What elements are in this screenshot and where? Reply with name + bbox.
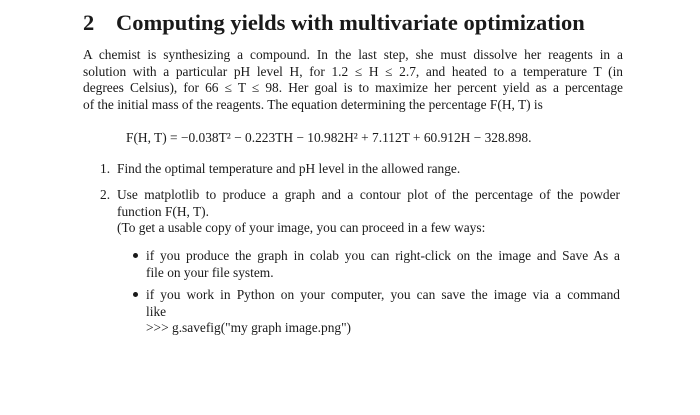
intro-paragraph bbox=[83, 47, 623, 113]
question-line: Use matplotlib to produce a graph and a contour plot of the percentage of the powder bbox=[117, 187, 620, 202]
bullet-icon bbox=[133, 248, 138, 265]
section-heading bbox=[83, 10, 585, 36]
bullet-icon bbox=[133, 287, 138, 304]
bullet-line: if you produce the graph in colab you can right-click on the image and Save As a bbox=[146, 248, 620, 263]
bullet-line: file on your file system. bbox=[146, 264, 274, 280]
intro-line: of the initial mass of the reagents. The equation determining the percentage F(H, T) is bbox=[83, 96, 543, 112]
question-line: (To get a usable copy of your image, you can proceed in a few ways: bbox=[117, 220, 486, 236]
bullet-line: if you work in Python on your computer, you can save the image via a command bbox=[146, 287, 620, 302]
question-line: function F(H, T). bbox=[117, 203, 209, 219]
intro-line: solution with a particular pH level H, for 1.2 ≤ H ≤ 2.7, and heated to a temperature T (in bbox=[83, 63, 623, 79]
section-number: 2 bbox=[83, 10, 95, 35]
bullet-line: >>> g.savefig("my graph image.png") bbox=[146, 320, 352, 336]
section-title: Computing yields with multivariate optimization bbox=[116, 10, 585, 35]
question-line: Find the optimal temperature and pH level in the allowed range. bbox=[117, 161, 461, 176]
question-marker: 2. bbox=[100, 187, 111, 202]
yield-equation: F(H, T) = −0.038T² − 0.223TH − 10.982H² + 7.112T + 60.912H − 328.898. bbox=[126, 130, 532, 145]
question-marker: 1. bbox=[100, 161, 111, 176]
bullet-line: like bbox=[146, 303, 167, 319]
intro-line: A chemist is synthesizing a compound. In the last step, she must dissolve her reagents in a bbox=[83, 47, 623, 62]
intro-line: degrees Celsius), for 66 ≤ T ≤ 98. Her goal is to maximize her percent yield as a percentage bbox=[83, 80, 623, 96]
